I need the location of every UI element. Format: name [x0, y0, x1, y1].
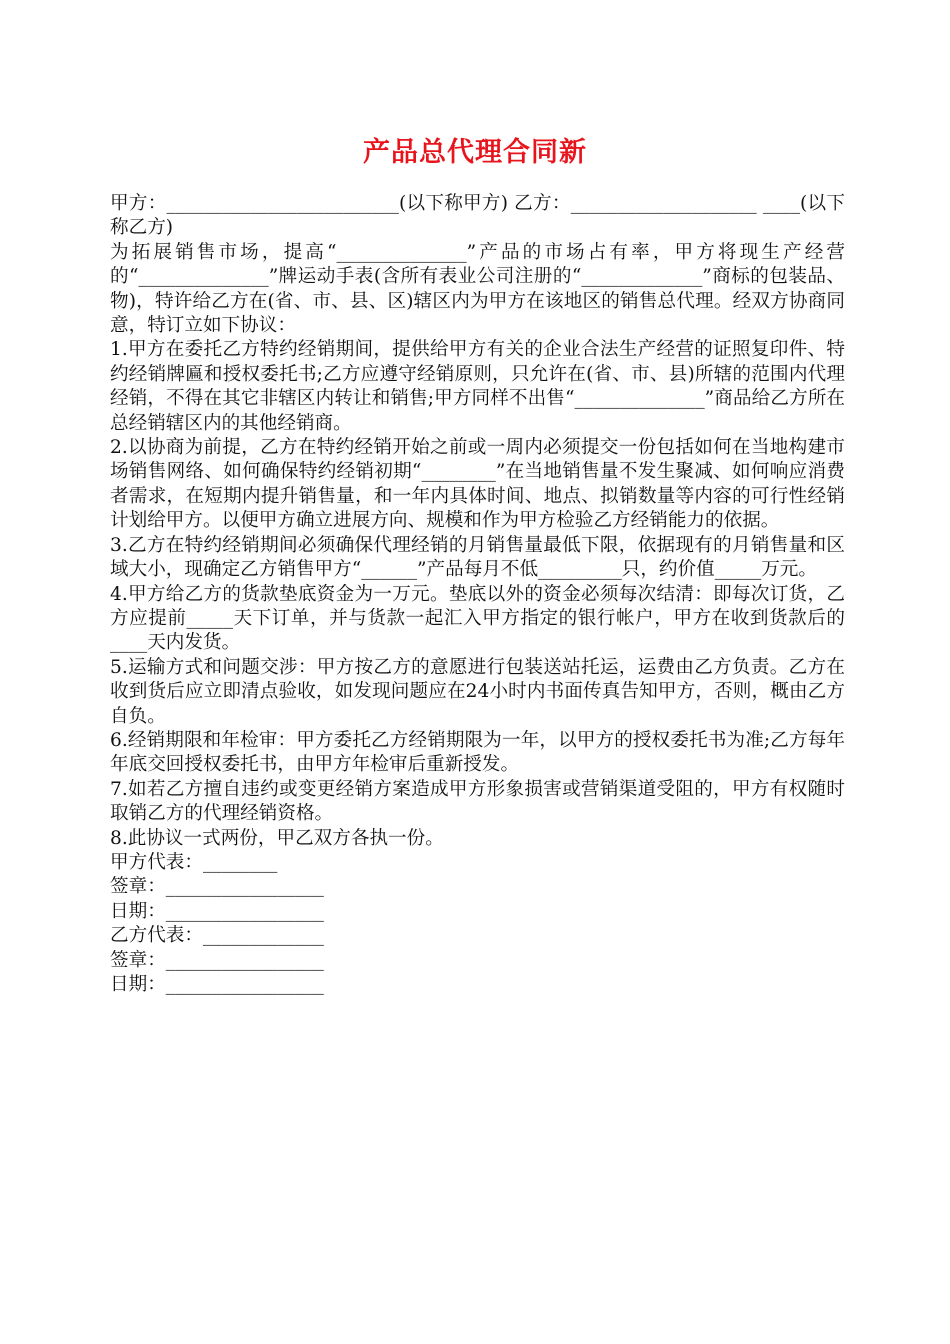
clause-5: 5.运输方式和问题交涉：甲方按乙方的意愿进行包装送站托运，运费由乙方负责。乙方在收到货后应立即清点验收，如发现问题应在24小时内书面传真告知甲方，否则，概由乙方自负。 — [110, 656, 845, 727]
party-a-representative: 甲方代表：________ — [110, 851, 278, 873]
party-b-representative: 乙方代表：_____________ — [110, 925, 324, 947]
clause-6: 6.经销期限和年检审：甲方委托乙方经销期限为一年，以甲方的授权委托书为准;乙方每年年底交回授权委托书，由甲方年检审后重新授发。 — [110, 729, 845, 776]
party-a-date: 日期：_________________ — [110, 900, 324, 922]
document-title: 产品总代理合同新 — [363, 137, 587, 168]
party-b-seal: 签章：_________________ — [110, 949, 324, 971]
party-a-seal: 签章：_________________ — [110, 876, 324, 898]
clause-7: 7.如若乙方擅自违约或变更经销方案造成甲方形象损害或营销渠道受阻的，甲方有权随时取销乙方的代理经销资格。 — [110, 778, 845, 825]
clause-8: 8.此协议一式两份，甲乙双方各执一份。 — [110, 827, 444, 849]
clause-4: 4.甲方给乙方的货款垫底资金为一万元。垫底以外的资金必须每次结清：即每次订货，乙方应提前_____天下订单，并与货款一起汇入甲方指定的银行帐户，甲方在收到货款后的____天内发货。 — [110, 583, 845, 654]
clause-2: 2.以协商为前提，乙方在特约经销开始之前或一周内必须提交一份包括如何在当地构建市场销售网络、如何确保特约经销初期“________”在当地销售量不发生聚减、如何响应消费者需求，在短期内提升销售量，和一年内具体时间、地点、拟销数量等内容的可行性经销计划给甲方。以便甲方确立进展方向、规模和作为甲方检验乙方经销能力的依据。 — [110, 437, 845, 532]
party-b-date: 日期：_________________ — [110, 974, 324, 995]
parties-line: 甲方：_________________________(以下称甲方) 乙方：____________________ ____(以下称乙方) — [110, 193, 845, 239]
document-body — [110, 192, 845, 997]
clause-1: 1.甲方在委托乙方特约经销期间，提供给甲方有关的企业合法生产经营的证照复印件、特约经销牌匾和授权委托书;乙方应遵守经销原则，只允许在(省、市、县)所辖的范围内代理经销，不得在其它非辖区内转让和销售;甲方同样不出售“______________”商品给乙方所在总经销辖区内的其他经销商。 — [110, 339, 845, 434]
clause-3: 3.乙方在特约经销期间必须确保代理经销的月销售量最低下限，依据现有的月销售量和区域大小，现确定乙方销售甲方“______”产品每月不低_________只，约价值_____万元。 — [110, 534, 845, 581]
preamble-paragraph: 为拓展销售市场，提高“______________”产品的市场占有率，甲方将现生产经营的“______________”牌运动手表(含所有表业公司注册的“_____________”商标的包装品、物)，特许给乙方在(省、市、县、区)辖区内为甲方在该地区的销售总代理。经双方协商同意，特订立如下协议： — [110, 241, 845, 337]
